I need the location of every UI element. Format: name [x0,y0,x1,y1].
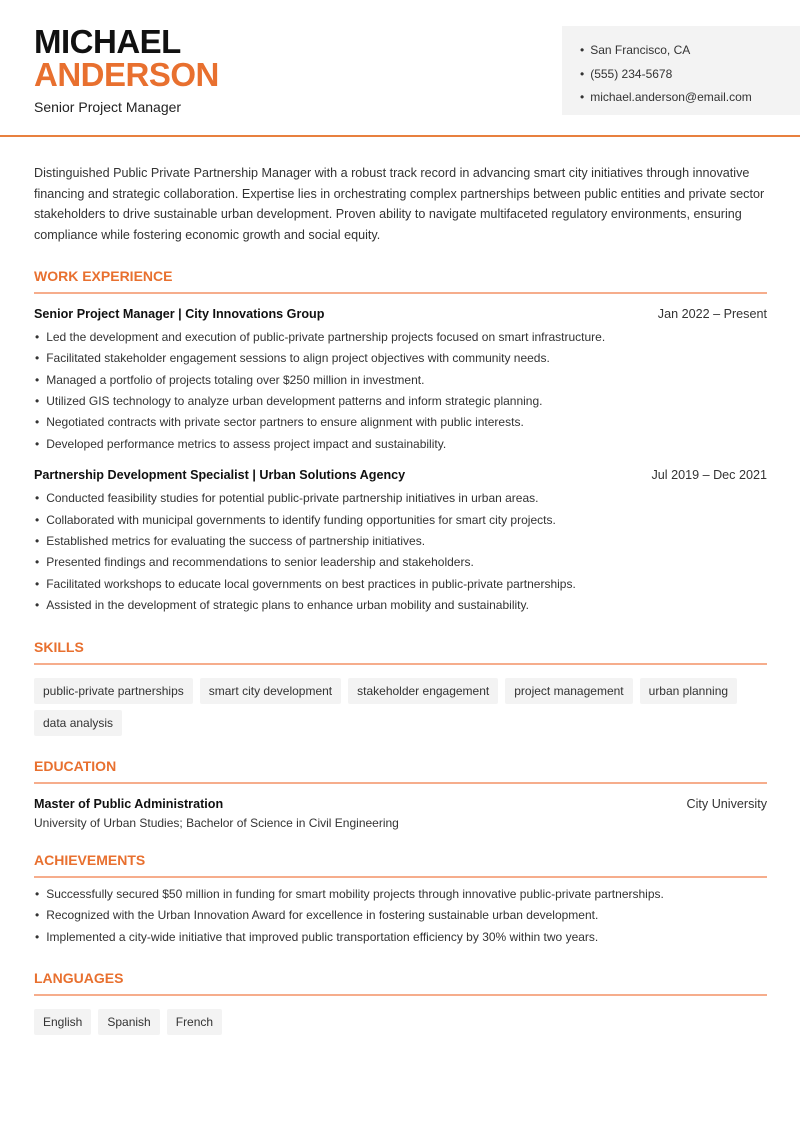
skill-chip: stakeholder engagement [348,678,498,704]
list-item: • Facilitated workshops to educate local governments on best practices in public-private partnerships. [34,574,767,595]
list-item: • Negotiated contracts with private sector partners to ensure alignment with public interests. [34,412,767,433]
job-bullets [34,327,767,455]
degree: Master of Public Administration [34,796,224,811]
language-chip: Spanish [98,1009,159,1035]
list-item: • Established metrics for evaluating the success of partnership initiatives. [34,531,767,552]
education-entry [34,797,767,811]
skill-chip: public-private partnerships [34,678,193,704]
skills-list [34,678,767,736]
list-item: • Assisted in the development of strategic plans to enhance urban mobility and sustainability. [34,595,767,616]
skill-chip: smart city development [200,678,341,704]
skill-chip: project management [505,678,632,704]
language-chip: French [167,1009,222,1035]
school: City University [686,796,767,811]
job-header [34,468,767,482]
list-item: • Presented findings and recommendations to senior leadership and stakeholders. [34,552,767,573]
education-detail: University of Urban Studies; Bachelor of Science in Civil Engineering [34,815,399,830]
skill-chip: data analysis [34,710,122,736]
contact-phone: • (555) 234-5678 [580,63,800,87]
job-header [34,307,767,321]
list-item: • Successfully secured $50 million in funding for smart mobility projects through innovative public-private partnerships. [34,884,767,905]
section-heading-languages: LANGUAGES [34,970,767,996]
section-heading-work: WORK EXPERIENCE [34,268,767,294]
list-item: • Implemented a city-wide initiative that improved public transportation efficiency by 30% within two years. [34,927,767,948]
list-item: • Collaborated with municipal governments to identify funding opportunities for smart city projects. [34,510,767,531]
section-heading-skills: SKILLS [34,639,767,665]
last-name: ANDERSON [34,56,219,93]
summary: Distinguished Public Private Partnership Manager with a robust track record in advancing smart city initiatives through innovative financing and strategic collaboration. Expertise lies in orchestrating complex partnerships between public entities and private sector stakeholders to drive sustainable urban development. Proven ability to navigate multifaceted regulatory environments, ensuring compliance while fostering economic growth and social equity. [34,166,765,243]
list-item: • Led the development and execution of public-private partnership projects focused on smart infrastructure. [34,327,767,348]
list-item: • Developed performance metrics to assess project impact and sustainability. [34,434,767,455]
skill-chip: urban planning [640,678,737,704]
job-title: Partnership Development Specialist | Urban Solutions Agency [34,468,406,483]
job-bullets [34,488,767,616]
job-title: Senior Project Manager | City Innovations Group [34,306,325,321]
first-name: MICHAEL [34,23,181,60]
job-date: Jan 2022 – Present [657,306,767,321]
contact-location: • San Francisco, CA [580,39,800,63]
list-item: • Utilized GIS technology to analyze urban development patterns and inform strategic planning. [34,391,767,412]
achievements-list [34,884,767,948]
list-item: • Managed a portfolio of projects totaling over $250 million in investment. [34,370,767,391]
job-title: Senior Project Manager [34,99,182,115]
list-item: • Recognized with the Urban Innovation Award for excellence in fostering sustainable urban development. [34,905,767,926]
section-heading-achievements: ACHIEVEMENTS [34,852,767,878]
job-date: Jul 2019 – Dec 2021 [651,468,767,483]
section-heading-education: EDUCATION [34,758,767,784]
contact-box [562,26,800,115]
list-item: • Conducted feasibility studies for potential public-private partnership initiatives in urban areas. [34,488,767,509]
contact-email[interactable]: • michael.anderson@email.com [580,86,800,110]
list-item: • Facilitated stakeholder engagement sessions to align project objectives with community needs. [34,348,767,369]
language-chip: English [34,1009,91,1035]
resume-header [0,0,800,137]
languages-list [34,1009,767,1035]
